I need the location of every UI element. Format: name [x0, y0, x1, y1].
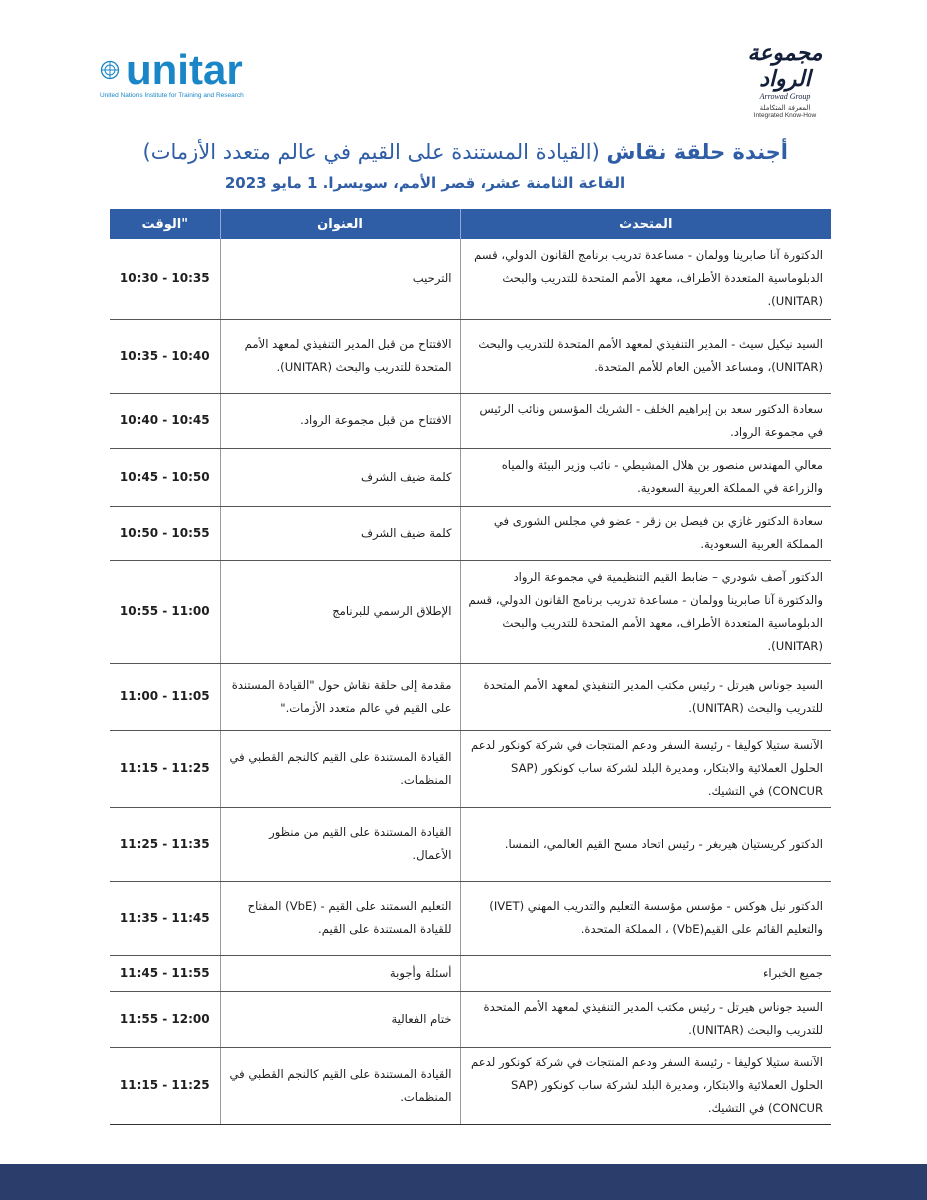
header-speaker: المتحدث — [460, 209, 831, 239]
time-cell: 11:35 - 11:45 — [110, 881, 220, 955]
time-cell: 10:55 - 11:00 — [110, 560, 220, 663]
unitar-tagline: United Nations Institute for Training and Research — [100, 92, 244, 99]
topic-cell: كلمة ضيف الشرف — [220, 506, 460, 560]
topic-cell: القيادة المستندة على القيم كالنجم القطبي في المنظمات. — [220, 1047, 460, 1124]
table-row — [110, 448, 831, 506]
speaker-cell: الدكتور نيل هوكس - مؤسس مؤسسة التعليم والتدريب المهني (IVET) والتعليم القائم على القيم(VbE) ، المملكة المتحدة. — [460, 881, 831, 955]
topic-cell: القيادة المستندة على القيم كالنجم القطبي في المنظمات. — [220, 730, 460, 807]
time-cell: 10:40 - 10:45 — [110, 393, 220, 448]
table-row — [110, 393, 831, 448]
title-main: أجندة حلقة نقاش — [606, 140, 788, 164]
table-row — [110, 560, 831, 663]
arrowad-english-wordmark: Arrowad Group — [759, 92, 811, 101]
speaker-cell: الدكتور كريستيان هيربغر - رئيس اتحاد مسح القيم العالمي، النمسا. — [460, 807, 831, 881]
topic-cell: الإطلاق الرسمي للبرنامج — [220, 560, 460, 663]
topic-cell: التعليم السمتند على القيم - (VbE) المفتاح للقيادة المستندة على القيم. — [220, 881, 460, 955]
header-time: "الوقت — [110, 209, 220, 239]
time-cell: 10:30 - 10:35 — [110, 239, 220, 319]
table-row — [110, 239, 831, 319]
arrowad-logo — [740, 40, 830, 119]
time-cell: 11:45 - 11:55 — [110, 955, 220, 991]
topic-cell: أسئلة وأجوبة — [220, 955, 460, 991]
topic-cell: الافتتاح من قبل المدير التنفيذي لمعهد الأمم المتحدة للتدريب والبحث (UNITAR). — [220, 319, 460, 393]
topic-cell: الافتتاح من قبل مجموعة الرواد. — [220, 393, 460, 448]
footer-bar — [0, 1164, 927, 1200]
arrowad-arabic-wordmark: مجموعة الرواد — [747, 40, 823, 92]
table-row — [110, 730, 831, 807]
arrowad-arabic-tagline: المعرفة المتكاملة — [759, 104, 811, 112]
speaker-cell: سعادة الدكتور سعد بن إبراهيم الخلف - الشريك المؤسس ونائب الرئيس في مجموعة الرواد. — [460, 393, 831, 448]
time-cell: 10:50 - 10:55 — [110, 506, 220, 560]
time-cell: 10:45 - 10:50 — [110, 448, 220, 506]
speaker-cell: الدكتورة آنا صابرينا وولمان - مساعدة تدريب برنامج القانون الدولي، قسم الدبلوماسية المتعددة الأطراف، معهد الأمم المتحدة للتدريب والبحث (UNITAR). — [460, 239, 831, 319]
unitar-wordmark: unitar — [126, 46, 243, 93]
header-topic: العنوان — [220, 209, 460, 239]
speaker-cell: جميع الخبراء — [460, 955, 831, 991]
time-cell: 11:15 - 11:25 — [110, 1047, 220, 1124]
table-row — [110, 506, 831, 560]
speaker-cell: الآنسة ستيلا كوليفا - رئيسة السفر ودعم المنتجات في شركة كونكور لدعم الحلول العملائية والابتكار، ومديرة البلد لشركة ساب كونكور (SAP CONCUR) في التشيك. — [460, 730, 831, 807]
time-cell: 10:35 - 10:40 — [110, 319, 220, 393]
speaker-cell: السيد نيكيل سيث - المدير التنفيذي لمعهد الأمم المتحدة للتدريب والبحث (UNITAR)، ومساعد الأمين العام للأمم المتحدة. — [460, 319, 831, 393]
topic-cell: القيادة المستندة على القيم من منظور الأعمال. — [220, 807, 460, 881]
speaker-cell: معالي المهندس منصور بن هلال المشيطي - نائب وزير البيئة والمياه والزراعة في المملكة العربية السعودية. — [460, 448, 831, 506]
unitar-logo — [100, 46, 290, 99]
arrowad-english-tagline: Integrated Know-How — [753, 112, 817, 119]
time-cell: 11:15 - 11:25 — [110, 730, 220, 807]
time-cell: 11:25 - 11:35 — [110, 807, 220, 881]
table-row — [110, 991, 831, 1047]
speaker-cell: الآنسة ستيلا كوليفا - رئيسة السفر ودعم المنتجات في شركة كونكور لدعم الحلول العملائية والابتكار، ومديرة البلد لشركة ساب كونكور (SAP CONCUR) في التشيك. — [460, 1047, 831, 1124]
topic-cell: كلمة ضيف الشرف — [220, 448, 460, 506]
table-row — [110, 955, 831, 991]
time-cell: 11:55 - 12:00 — [110, 991, 220, 1047]
un-emblem-icon — [100, 60, 120, 80]
page-subtitle: القاعة الثامنة عشر، قصر الأمم، سويسرا. 1 مايو 2023 — [224, 174, 626, 192]
speaker-cell: السيد جوناس هيرتل - رئيس مكتب المدير التنفيذي لمعهد الأمم المتحدة للتدريب والبحث (UNITAR). — [460, 991, 831, 1047]
speaker-cell: سعادة الدكتور غازي بن فيصل بن زقر - عضو في مجلس الشورى في المملكة العربية السعودية. — [460, 506, 831, 560]
title-topic: (القيادة المستندة على القيم في عالم متعدد الأزمات) — [142, 140, 600, 164]
table-row — [110, 881, 831, 955]
agenda-table — [110, 209, 831, 1125]
topic-cell: الترحيب — [220, 239, 460, 319]
speaker-cell: السيد جوناس هيرتل - رئيس مكتب المدير التنفيذي لمعهد الأمم المتحدة للتدريب والبحث (UNITAR). — [460, 663, 831, 730]
table-row — [110, 663, 831, 730]
time-cell: 11:00 - 11:05 — [110, 663, 220, 730]
speaker-cell: الدكتور آصف شودري – ضابط القيم التنظيمية في مجموعة الرواد والدكتورة آنا صابرينا وولمان - مساعدة تدريب برنامج القانون الدولي، قسم الدبلوماسية المتعددة الأطراف، معهد الأمم المتحدة للتدريب والبحث (UNITAR). — [460, 560, 831, 663]
table-row — [110, 319, 831, 393]
page-title — [100, 140, 788, 164]
topic-cell: ختام الفعالية — [220, 991, 460, 1047]
table-row — [110, 1047, 831, 1124]
table-header-row — [110, 209, 831, 239]
topic-cell: مقدمة إلى حلقة نقاش حول "القيادة المستندة على القيم في عالم متعدد الأزمات." — [220, 663, 460, 730]
table-row — [110, 807, 831, 881]
